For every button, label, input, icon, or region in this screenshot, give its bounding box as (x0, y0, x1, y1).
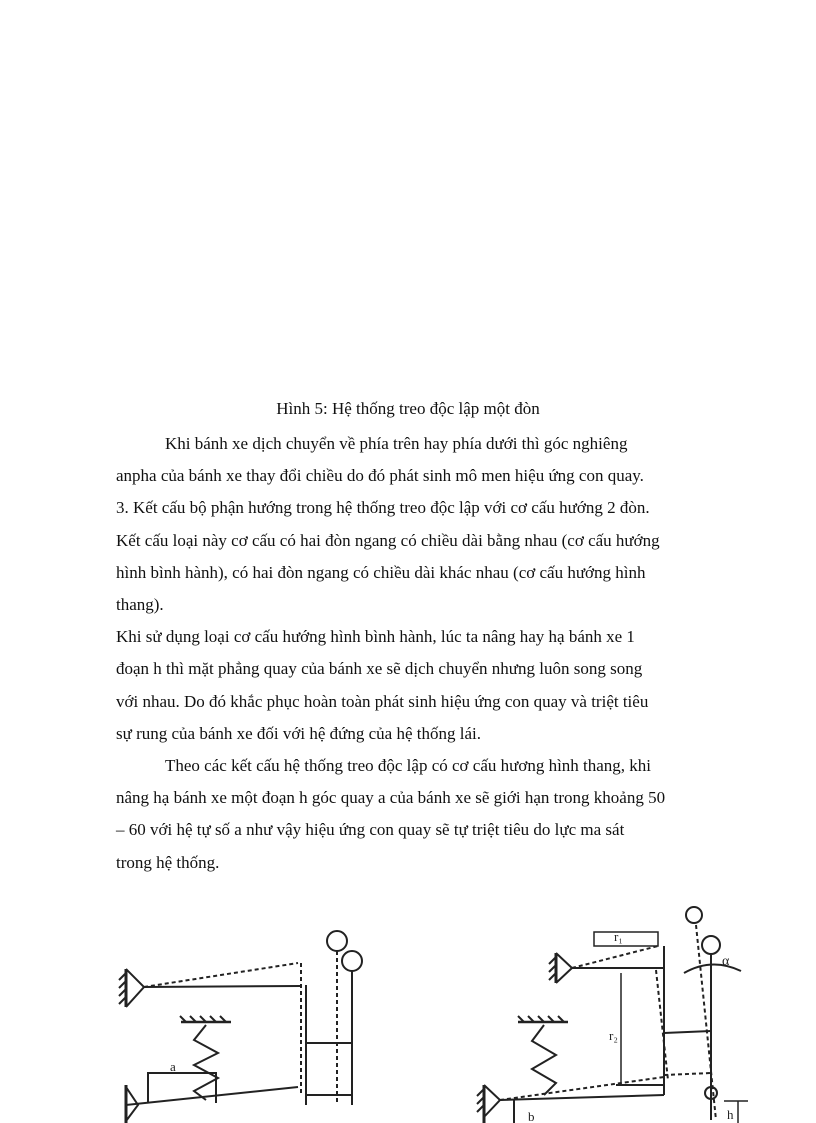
text-line: Khi sử dụng loại cơ cấu hướng hình bình hành, lúc ta nâng hay hạ bánh xe 1 (116, 627, 635, 647)
text-line: thang). (116, 595, 164, 615)
paragraph-1 (116, 428, 742, 492)
text-line: đoạn h thì mặt phẳng quay của bánh xe sẽ dịch chuyển nhưng luôn song song (116, 659, 643, 679)
paragraph-4 (116, 750, 742, 879)
figure-caption: Hình 5: Hệ thống treo độc lập một đòn (276, 399, 540, 418)
section-heading-3 (116, 492, 742, 524)
text-line: Theo các kết cấu hệ thống treo độc lập có cơ cấu hương hình thang, khi (165, 756, 652, 776)
text-line: – 60 với hệ tự số a như vậy hiệu ứng con quay sẽ tự triệt tiêu do lực ma sát (116, 820, 625, 840)
suspension-diagram (116, 895, 756, 1123)
text-line: với nhau. Do đó khắc phục hoàn toàn phát sinh hiệu ứng con quay và triệt tiêu (116, 691, 649, 711)
text-line: sự rung của bánh xe đối với hệ đứng của hệ thống lái. (116, 723, 481, 743)
text-line: nâng hạ bánh xe một đoạn h góc quay a của bánh xe sẽ giới hạn trong khoảng 50 (116, 788, 666, 808)
label-a: a (170, 1059, 176, 1074)
label-r2: r₂ (609, 1028, 618, 1043)
suspension-diagram-svg (116, 895, 756, 1123)
text-line: hình bình hành), có hai đòn ngang có chiều dài khác nhau (cơ cấu hướng hình (116, 562, 646, 582)
left-linkage (119, 931, 362, 1123)
text-line: Kết cấu loại này cơ cấu có hai đòn ngang có chiều dài bằng nhau (cơ cấu hướng (116, 530, 660, 550)
label-h: h (727, 1107, 734, 1122)
label-r1: r₁ (614, 929, 623, 944)
paragraph-2 (116, 525, 742, 622)
text-line: anpha của bánh xe thay đổi chiều do đó phát sinh mô men hiệu ứng con quay. (116, 466, 644, 486)
label-b: b (528, 1109, 535, 1123)
text-line: Khi bánh xe dịch chuyển về phía trên hay phía dưới thì góc nghiêng (165, 434, 628, 453)
paragraph-3 (116, 621, 742, 750)
text-line: 3. Kết cấu bộ phận hướng trong hệ thống treo độc lập với cơ cấu hướng 2 đòn. (116, 498, 650, 518)
right-linkage (477, 907, 748, 1123)
text-line: trong hệ thống. (116, 852, 220, 872)
label-alpha: α (722, 954, 730, 969)
body-text (116, 428, 742, 879)
